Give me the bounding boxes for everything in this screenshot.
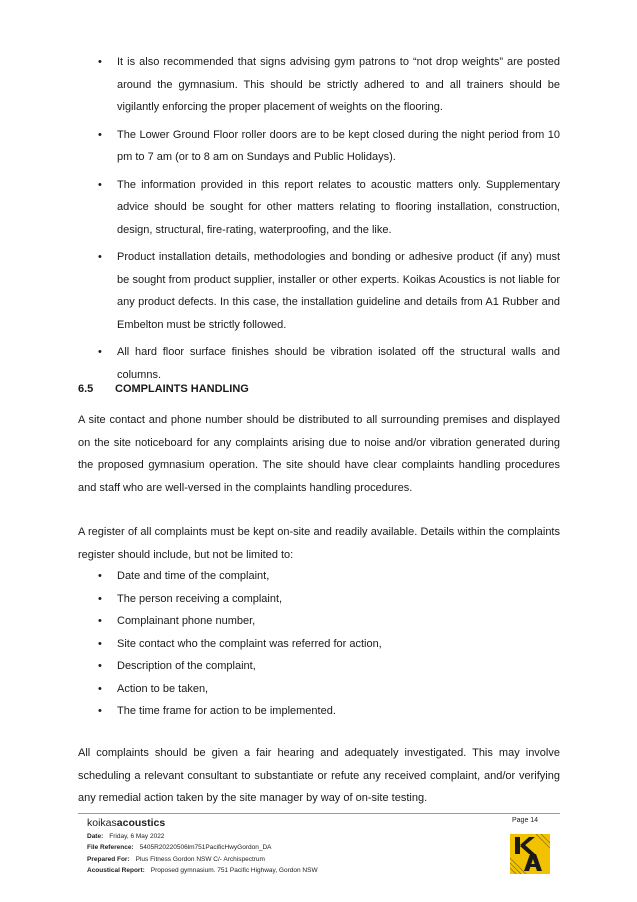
bullet-icon: • <box>98 660 102 672</box>
list-item-text: Description of the complaint, <box>117 660 256 672</box>
footer-prepared-for: Prepared For: Plus Fitness Gordon NSW C/- Archispectrum <box>87 855 265 863</box>
list-item-text: The information provided in this report relates to acoustic matters only. Supplementary advice should be sought for other matters relating to flooring installation, construction, design, structural, fire-rating, waterproofing, and the like. <box>117 178 560 236</box>
bullet-icon: • <box>98 570 102 582</box>
bullet-icon: • <box>98 178 102 191</box>
list-item-text: Complainant phone number, <box>117 615 256 627</box>
bullet-icon: • <box>98 682 102 695</box>
list-item-text: It is also recommended that signs advising gym patrons to “not drop weights” are posted around the gymnasium. This should be strictly adhered to and all trainers should be vigilantly enforcing the proper placement of weights on the flooring. <box>117 56 560 113</box>
footer <box>87 817 318 876</box>
list-item <box>78 655 560 678</box>
bullet-icon: • <box>98 705 102 717</box>
list-item <box>78 588 560 611</box>
footer-file-reference: File Reference: 5405R20220506lm751PacificHwyGordon_DA <box>87 844 272 852</box>
complaints-paragraph-2: A register of all complaints must be kept on-site and readily available. Details within the complaints register should include, but not be limited to: <box>78 526 560 561</box>
list-item <box>78 51 560 119</box>
footer-divider <box>78 813 560 814</box>
complaints-paragraph-3: All complaints should be given a fair hearing and adequately investigated. This may involve scheduling a relevant consultant to substantiate or refute any received complaint, and/or verifying any remedial action taken by the site manager by way of on-site testing. <box>78 747 560 804</box>
section-heading <box>78 383 249 395</box>
page-number: Page 14 <box>512 817 539 824</box>
bullet-icon: • <box>98 56 102 68</box>
list-item <box>78 700 560 723</box>
section-number: 6.5 <box>78 383 94 395</box>
list-item <box>78 565 560 588</box>
list-item-text: All hard floor surface finishes should be vibration isolated off the structural walls and columns. <box>117 346 560 381</box>
list-item-text: Site contact who the complaint was referred for action, <box>117 637 382 650</box>
bullet-icon: • <box>98 251 102 263</box>
recommendation-list <box>78 51 560 391</box>
footer-acoustical-report: Acoustical Report: Proposed gymnasium. 751 Pacific Highway, Gordon NSW <box>87 866 318 874</box>
list-item-text: The Lower Ground Floor roller doors are to be kept closed during the night period from 10 pm to 7 am (or to 8 am on Sundays and Public Holidays). <box>117 128 560 163</box>
bullet-icon: • <box>98 615 102 627</box>
list-item <box>78 341 560 386</box>
list-item-text: Action to be taken, <box>117 682 209 695</box>
bullet-icon: • <box>98 346 102 358</box>
list-item-text: The person receiving a complaint, <box>117 592 283 605</box>
list-item <box>78 678 560 701</box>
complaints-paragraph-1: A site contact and phone number should be distributed to all surrounding premises and displayed on the site noticeboard for any complaints arising due to noise and/or vibration generated during the proposed gymnasium operation. The site should have clear complaints handling procedures and staff who are well-versed in the complaints handling procedures. <box>78 414 560 494</box>
list-item <box>78 174 560 242</box>
bullet-icon: • <box>98 128 102 141</box>
list-item-text: Product installation details, methodologies and bonding or adhesive product (if any) must be sought from product supplier, installer or other experts. Koikas Acoustics is not liable for any product defects. In this case, the installation guideline and details from A1 Rubber and Embelton must be strictly followed. <box>117 251 560 331</box>
list-item-text: The time frame for action to be implemented. <box>117 705 336 717</box>
brand-wordmark: koikasacoustics <box>87 817 166 829</box>
footer-date: Date: Friday, 6 May 2022 <box>87 833 165 840</box>
list-item <box>78 633 560 656</box>
koikas-logo-icon <box>510 834 550 874</box>
list-item <box>78 124 560 169</box>
bullet-icon: • <box>98 637 102 650</box>
list-item <box>78 610 560 633</box>
section-title: COMPLAINTS HANDLING <box>115 383 249 395</box>
bullet-icon: • <box>98 592 102 605</box>
register-list <box>78 565 560 723</box>
list-item <box>78 246 560 336</box>
list-item-text: Date and time of the complaint, <box>117 570 270 582</box>
